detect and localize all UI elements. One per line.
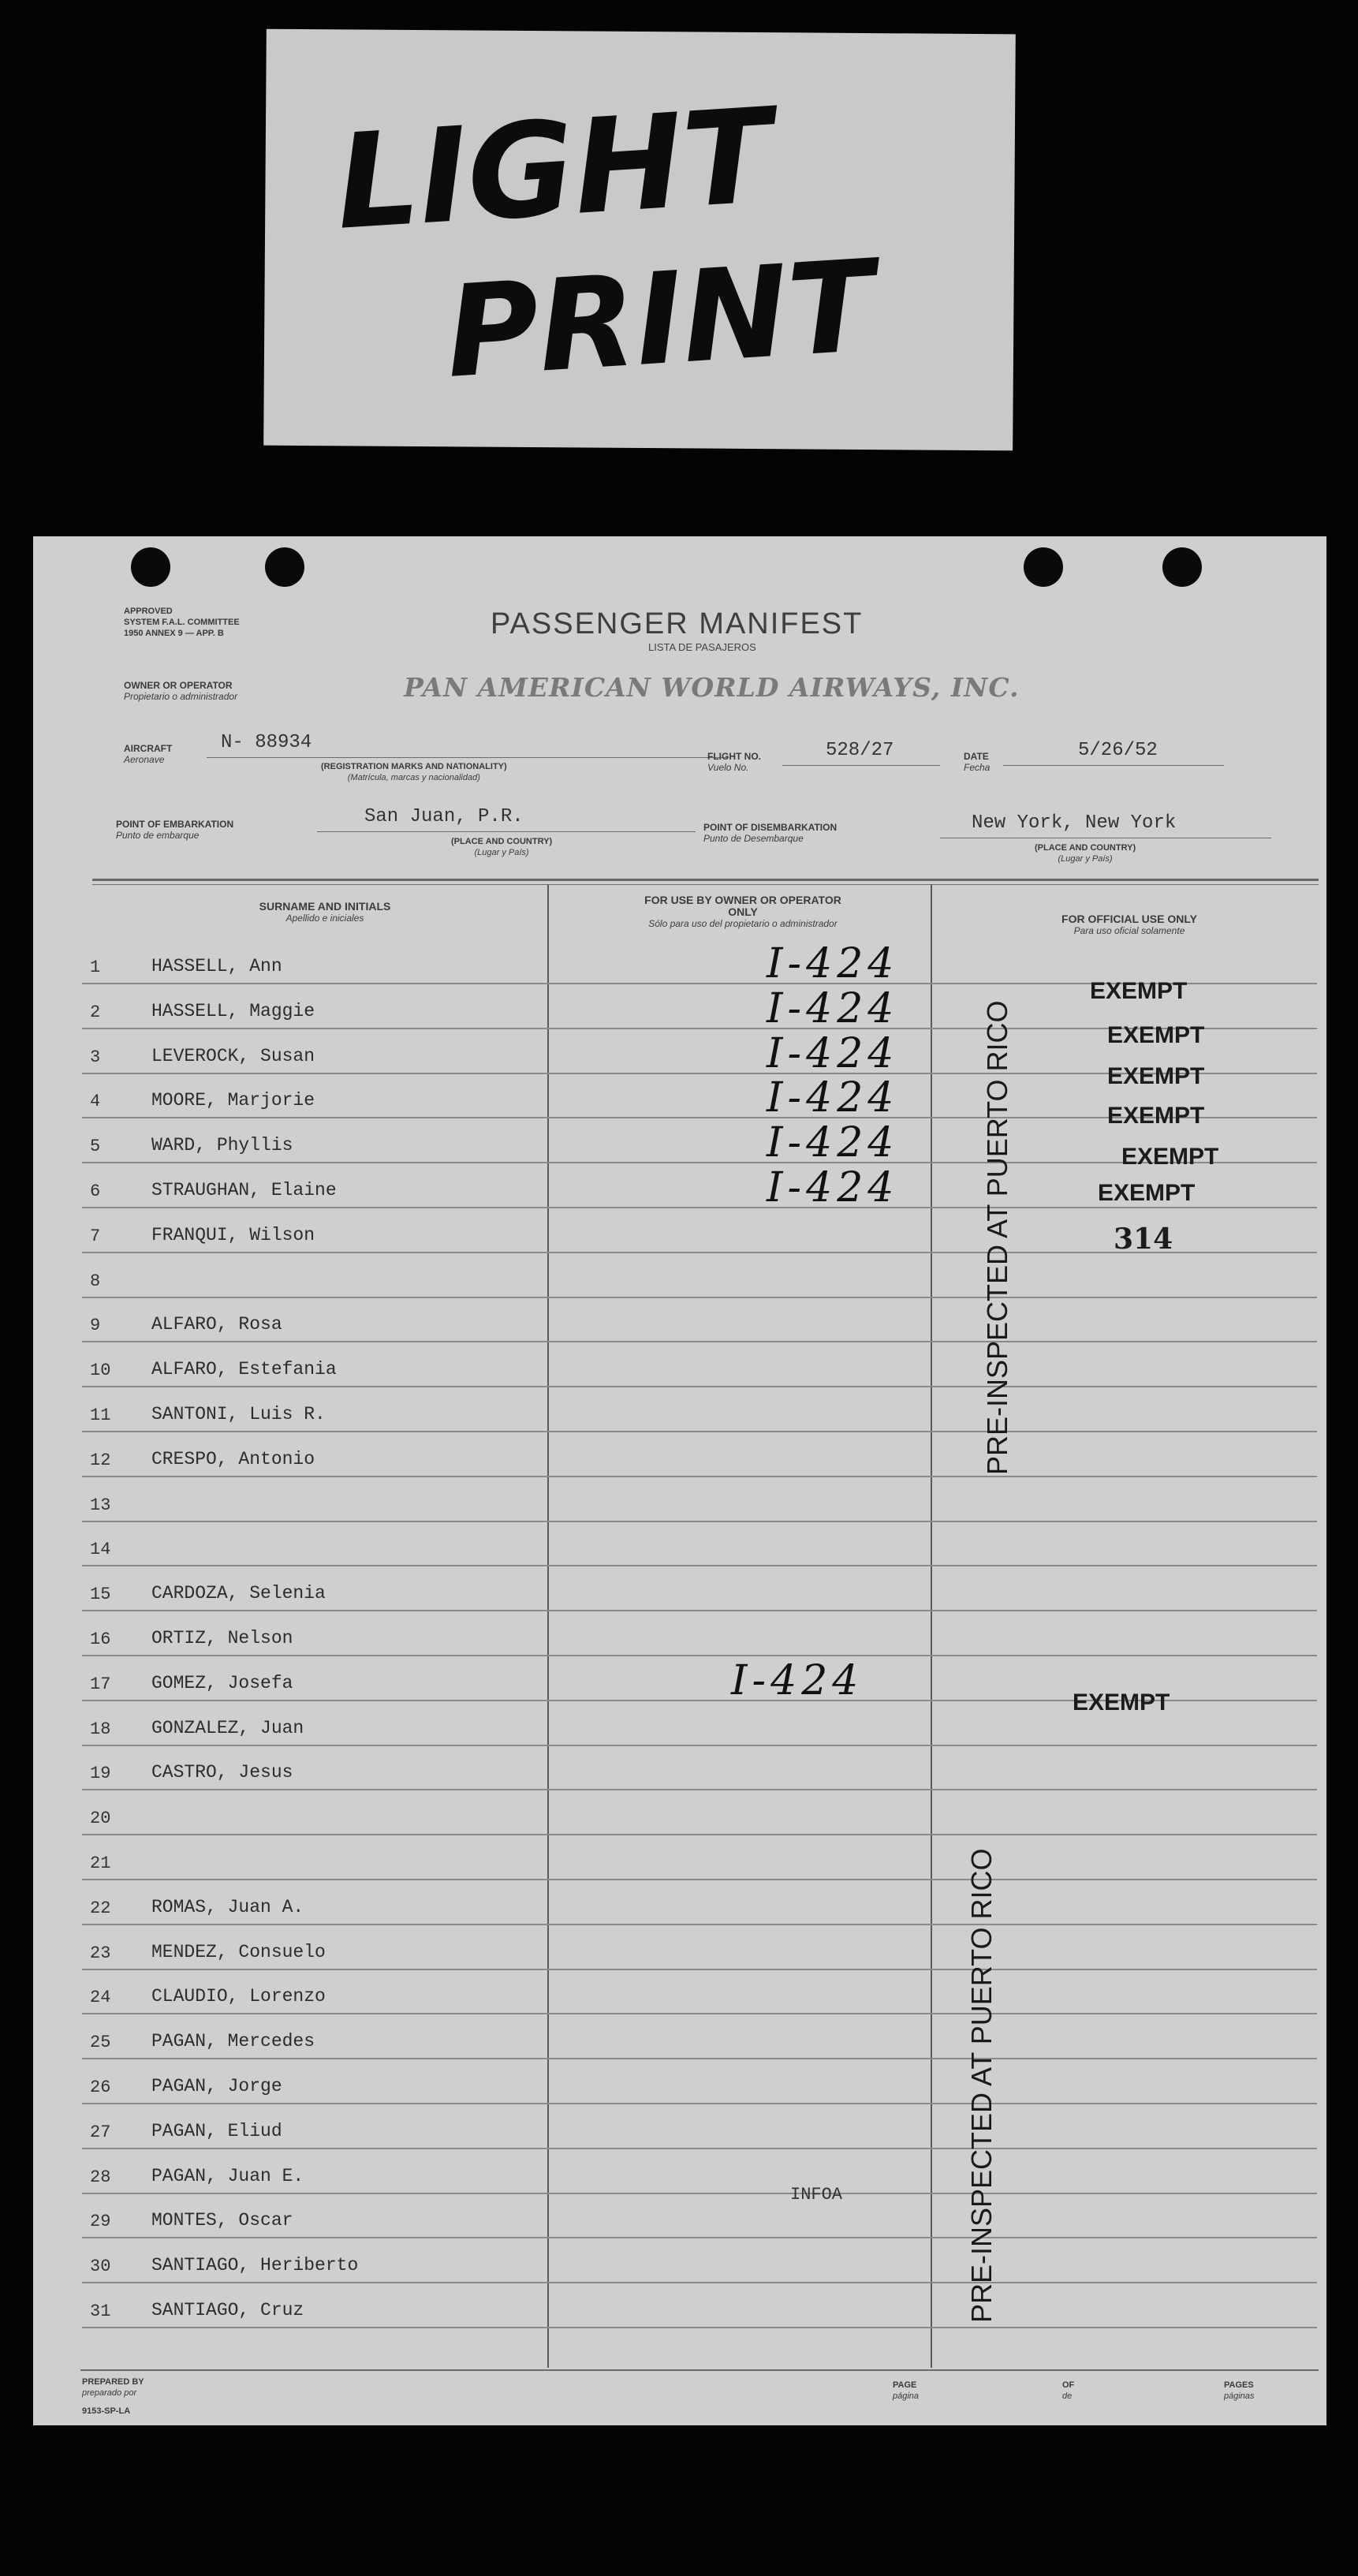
table-bottom-border: [80, 2369, 1319, 2371]
row-number: 19: [90, 1764, 111, 1783]
passenger-name: MONTES, Oscar: [151, 2210, 293, 2231]
embark-label: POINT OF EMBARKATION: [116, 819, 234, 830]
airline-name: PAN AMERICAN WORLD AIRWAYS, INC.: [404, 672, 1020, 703]
col-surname-label-es: Apellido e iniciales: [285, 913, 364, 924]
flight-label: FLIGHT NO.: [707, 751, 761, 762]
passenger-name: SANTONI, Luis R.: [151, 1404, 326, 1424]
row-divider: [82, 2103, 1317, 2104]
passenger-name: WARD, Phyllis: [151, 1135, 293, 1155]
aircraft-caption-es: (Matrícula, marcas y nacionalidad): [347, 773, 480, 782]
prepared-by-block: [82, 2376, 144, 2399]
visa-code-handwritten: I-424: [767, 1119, 899, 1167]
passenger-name: SANTIAGO, Heriberto: [151, 2255, 359, 2275]
table-top-border: [92, 884, 1319, 885]
row-number: 28: [90, 2167, 111, 2187]
owner-label: OWNER OR OPERATOR: [124, 680, 233, 691]
preinspected-stamp: PRE-INSPECTED AT PUERTO RICO: [981, 1000, 1013, 1475]
approved-line: SYSTEM F.A.L. COMMITTEE: [124, 618, 240, 627]
row-number: 1: [90, 958, 101, 977]
passenger-name: CLAUDIO, Lorenzo: [151, 1986, 326, 2007]
row-divider: [82, 2148, 1317, 2149]
owner-label-block: [124, 680, 237, 702]
passenger-name: LEVEROCK, Susan: [151, 1046, 315, 1066]
page-label-block: [893, 2380, 919, 2402]
row-divider: [82, 2193, 1317, 2194]
col-official-label: FOR OFFICIAL USE ONLY: [1061, 913, 1197, 925]
prepared-label: PREPARED BY: [82, 2377, 144, 2387]
exempt-stamp: EXEMPT: [1073, 1689, 1170, 1715]
exempt-stamp: EXEMPT: [1121, 1144, 1219, 1170]
passenger-name: GONZALEZ, Juan: [151, 1718, 304, 1738]
col-surname-label: SURNAME AND INITIALS: [259, 900, 391, 913]
punch-hole: [1024, 547, 1063, 587]
row-divider: [82, 1476, 1317, 1477]
approved-block: [124, 606, 240, 639]
row-divider: [82, 1969, 1317, 1970]
page-label-es: página: [893, 2391, 920, 2401]
disembark-caption-block: [1035, 842, 1136, 864]
exempt-stamp: EXEMPT: [1107, 1022, 1205, 1048]
aircraft-underline: [207, 757, 727, 758]
column-divider: [931, 885, 932, 2368]
row-number: 16: [90, 1630, 111, 1649]
flight-underline: [782, 765, 940, 766]
visa-code-handwritten: I-424: [731, 1657, 864, 1704]
punch-hole: [265, 547, 304, 587]
number-314: 314: [1114, 1223, 1173, 1256]
disembark-label: POINT OF DISEMBARKATION: [703, 822, 838, 833]
row-number: 3: [90, 1047, 101, 1067]
exempt-stamp: EXEMPT: [1107, 1103, 1205, 1129]
row-number: 9: [90, 1316, 101, 1335]
embark-caption-es: (Lugar y País): [474, 848, 529, 857]
aircraft-label-block: [124, 743, 172, 765]
visa-code-handwritten: I-424: [767, 985, 899, 1032]
row-number: 12: [90, 1450, 111, 1470]
page-label: PAGE: [893, 2380, 917, 2390]
passenger-name: PAGAN, Juan E.: [151, 2166, 304, 2186]
col-header-official: [995, 913, 1263, 937]
row-divider: [82, 2058, 1317, 2059]
passenger-name: PAGAN, Eliud: [151, 2121, 282, 2141]
passenger-name: HASSELL, Ann: [151, 956, 282, 976]
disembark-label-block: [703, 822, 837, 844]
row-divider: [82, 1924, 1317, 1925]
date-label-es: Fecha: [964, 762, 991, 773]
passenger-name: SANTIAGO, Cruz: [151, 2300, 304, 2320]
embark-caption-block: [451, 836, 552, 858]
disembark-caption: (PLACE AND COUNTRY): [1035, 843, 1136, 853]
row-divider: [82, 1386, 1317, 1387]
row-number: 11: [90, 1406, 111, 1425]
embark-caption: (PLACE AND COUNTRY): [451, 837, 553, 846]
row-number: 18: [90, 1719, 111, 1739]
col-owner-label: FOR USE BY OWNER OR OPERATOR ONLY: [644, 894, 841, 918]
flight-value: 528/27: [826, 740, 894, 761]
col-official-label-es: Para uso oficial solamente: [1073, 925, 1185, 936]
passenger-name: FRANQUI, Wilson: [151, 1225, 315, 1245]
passenger-name: ALFARO, Rosa: [151, 1314, 282, 1335]
row-divider: [82, 2013, 1317, 2014]
embark-value: San Juan, P.R.: [364, 806, 524, 827]
col-owner-label-es: Sólo para uso del propietario o administrador: [648, 918, 838, 929]
passenger-name: ORTIZ, Nelson: [151, 1628, 293, 1648]
row-number: 30: [90, 2257, 111, 2276]
aircraft-caption: (REGISTRATION MARKS AND NATIONALITY): [321, 762, 507, 771]
row-number: 20: [90, 1809, 111, 1828]
col-header-owner: [632, 894, 853, 930]
visa-code-handwritten: I-424: [767, 1074, 899, 1122]
prepared-label-es: preparado por: [82, 2388, 137, 2398]
preinspected-stamp: PRE-INSPECTED AT PUERTO RICO: [965, 1848, 998, 2323]
row-number: 23: [90, 1943, 111, 1963]
flight-label-es: Vuelo No.: [707, 762, 749, 773]
visa-code-handwritten: I-424: [767, 1030, 899, 1077]
aircraft-value: N- 88934: [221, 732, 312, 753]
embark-label-es: Punto de embarque: [116, 830, 200, 841]
approved-line: 1950 ANNEX 9 — APP. B: [124, 629, 224, 638]
form-number: 9153-SP-LA: [82, 2406, 131, 2416]
page-title: PASSENGER MANIFEST: [491, 607, 864, 640]
date-label-block: [964, 751, 990, 773]
exempt-stamp: EXEMPT: [1090, 978, 1188, 1004]
column-divider: [547, 885, 549, 2368]
row-number: 21: [90, 1854, 111, 1873]
date-underline: [1003, 765, 1224, 766]
approved-line: APPROVED: [124, 607, 173, 616]
row-number: 15: [90, 1585, 111, 1604]
row-number: 4: [90, 1092, 101, 1111]
row-number: 24: [90, 1988, 111, 2007]
card-line1: LIGHT: [331, 80, 777, 259]
row-divider: [82, 1879, 1317, 1880]
disembark-value: New York, New York: [972, 812, 1177, 834]
of-label-block: [1062, 2380, 1074, 2402]
row-divider: [82, 1341, 1317, 1342]
light-print-handwriting: [263, 29, 1016, 451]
row-divider: [82, 1610, 1317, 1611]
date-value: 5/26/52: [1078, 740, 1158, 761]
row-number: 17: [90, 1674, 111, 1694]
flight-label-block: [707, 751, 761, 773]
passenger-name: MENDEZ, Consuelo: [151, 1942, 326, 1962]
embark-label-block: [116, 819, 233, 841]
row-number: 7: [90, 1226, 101, 1246]
row-divider: [82, 2327, 1317, 2328]
passenger-name: CARDOZA, Selenia: [151, 1583, 326, 1603]
row-number: 26: [90, 2078, 111, 2097]
row-number: 8: [90, 1271, 101, 1291]
embark-underline: [317, 831, 696, 832]
infoa-note: INFOA: [790, 2185, 843, 2205]
punch-hole: [131, 547, 170, 587]
disembark-caption-es: (Lugar y País): [1058, 854, 1113, 864]
row-divider: [82, 1431, 1317, 1432]
row-number: 29: [90, 2212, 111, 2231]
card-line2: PRINT: [442, 232, 879, 406]
passenger-name: PAGAN, Jorge: [151, 2076, 282, 2096]
page-subtitle: LISTA DE PASAJEROS: [648, 641, 756, 653]
pages-label-block: [1224, 2380, 1255, 2402]
visa-code-handwritten: I-424: [767, 940, 899, 987]
row-number: 25: [90, 2033, 111, 2052]
visa-code-handwritten: I-424: [767, 1164, 899, 1211]
aircraft-caption-block: [321, 761, 507, 783]
passenger-name: CRESPO, Antonio: [151, 1449, 315, 1469]
table-top-border: [92, 879, 1319, 881]
row-divider: [82, 1297, 1317, 1298]
disembark-label-es: Punto de Desembarque: [703, 833, 804, 844]
row-divider: [82, 2282, 1317, 2283]
owner-label-es: Propietario o administrador: [124, 691, 238, 702]
aircraft-label-es: Aeronave: [124, 754, 165, 765]
aircraft-label: AIRCRAFT: [124, 743, 173, 754]
pages-label-es: páginas: [1224, 2391, 1255, 2401]
row-number: 10: [90, 1361, 111, 1380]
light-print-card: [263, 29, 1016, 451]
col-header-surname: [191, 901, 459, 924]
passenger-name: STRAUGHAN, Elaine: [151, 1180, 337, 1200]
row-divider: [82, 1565, 1317, 1566]
row-number: 14: [90, 1540, 111, 1559]
row-number: 27: [90, 2122, 111, 2142]
row-divider: [82, 1655, 1317, 1656]
row-divider: [82, 1789, 1317, 1790]
row-number: 22: [90, 1898, 111, 1918]
pages-label: PAGES: [1224, 2380, 1254, 2390]
exempt-stamp: EXEMPT: [1107, 1063, 1205, 1089]
row-divider: [82, 2237, 1317, 2238]
passenger-name: MOORE, Marjorie: [151, 1090, 315, 1111]
row-divider: [82, 1834, 1317, 1835]
of-label-es: de: [1062, 2391, 1073, 2401]
passenger-name: HASSELL, Maggie: [151, 1001, 315, 1021]
passenger-name: ROMAS, Juan A.: [151, 1897, 304, 1917]
row-divider: [82, 1745, 1317, 1746]
row-divider: [82, 1521, 1317, 1522]
row-number: 5: [90, 1137, 101, 1156]
row-number: 2: [90, 1002, 101, 1022]
row-number: 13: [90, 1495, 111, 1515]
date-label: DATE: [964, 751, 989, 762]
row-number: 31: [90, 2302, 111, 2321]
passenger-name: CASTRO, Jesus: [151, 1762, 293, 1783]
passenger-manifest-sheet: [33, 536, 1326, 2425]
passenger-name: ALFARO, Estefania: [151, 1359, 337, 1379]
passenger-name: GOMEZ, Josefa: [151, 1673, 293, 1693]
exempt-stamp: EXEMPT: [1098, 1180, 1196, 1206]
punch-hole: [1162, 547, 1202, 587]
row-divider: [82, 1207, 1317, 1208]
of-label: OF: [1062, 2380, 1075, 2390]
row-number: 6: [90, 1182, 101, 1201]
passenger-name: PAGAN, Mercedes: [151, 2031, 315, 2051]
